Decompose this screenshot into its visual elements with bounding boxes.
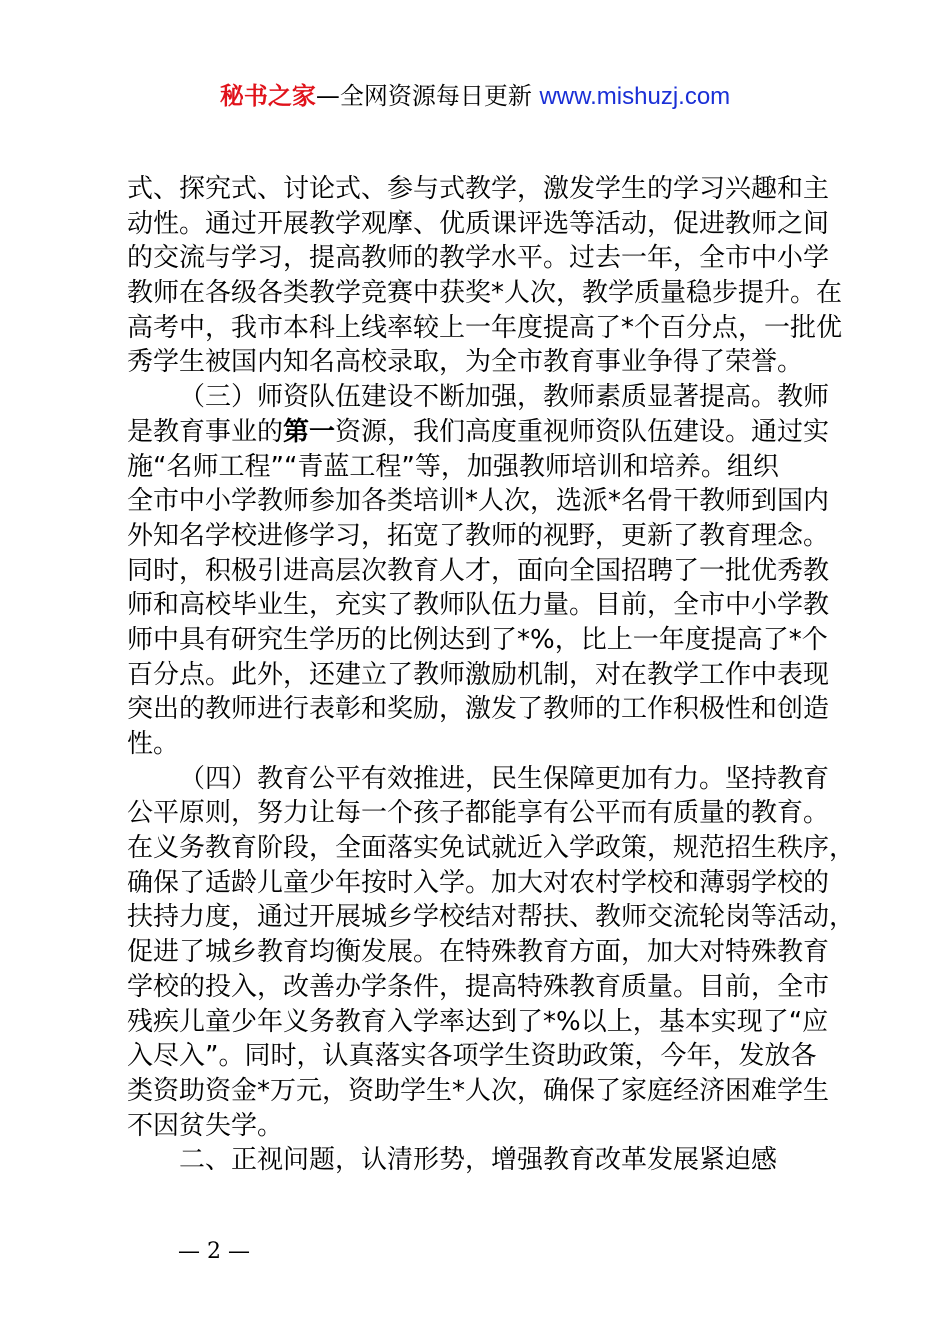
- body-line: 性。: [127, 729, 180, 759]
- body-line: 残疾儿童少年义务教育入学率达到了*%以上，基本实现了“应: [127, 1006, 829, 1037]
- body-line: 外知名学校进修学习，拓宽了教师的视野，更新了教育理念。: [127, 520, 830, 551]
- body-line: 动性。通过开展教学观摩、优质课评选等活动，促进教师之间: [127, 208, 830, 239]
- body-line: 在义务教育阶段，全面落实免试就近入学政策，规范招生秩序，: [127, 833, 856, 864]
- section-heading-3: （三）师资队伍建设不断加强，教师素质显著提高。教师: [179, 382, 830, 413]
- body-line: 类资助资金*万元，资助学生*人次，确保了家庭经济困难学生: [127, 1075, 830, 1106]
- body-line: 百分点。此外，还建立了教师激励机制，对在教学工作中表现: [127, 659, 830, 690]
- body-line: 公平原则，努力让每一个孩子都能享有公平而有质量的教育。: [127, 798, 830, 829]
- brand-name: 秘书之家: [219, 82, 316, 110]
- body-line: 高考中，我市本科上线率较上一年度提高了*个百分点，一批优: [127, 312, 843, 343]
- section-heading-4: （四）教育公平有效推进，民生保障更加有力。坚持教育: [179, 763, 830, 794]
- body-line: 入尽入”。同时，认真落实各项学生资助政策，今年，发放各: [127, 1041, 817, 1072]
- chapter-heading-2: 二、正视问题，认清形势，增强教育改革发展紧迫感: [179, 1145, 778, 1176]
- body-line: 确保了适龄儿童少年按时入学。加大对农村学校和薄弱学校的: [127, 867, 830, 898]
- body-line: 扶持力度，通过开展城乡学校结对帮扶、教师交流轮岗等活动，: [127, 902, 856, 933]
- body-line: 施“名师工程”“青蓝工程”等，加强教师培训和培养。组织: [127, 451, 779, 482]
- document-body: [127, 172, 856, 1178]
- body-line: 学校的投入，改善办学条件，提高特殊教育质量。目前，全市: [127, 971, 830, 1002]
- body-line: 同时，积极引进高层次教育人才，面向全国招聘了一批优秀教: [127, 555, 830, 586]
- body-line: 促进了城乡教育均衡发展。在特殊教育方面，加大对特殊教育: [127, 937, 830, 968]
- body-line: 秀学生被国内知名高校录取，为全市教育事业争得了荣誉。: [127, 347, 804, 378]
- body-line: 不因贫失学。: [127, 1110, 284, 1141]
- body-line-segment: 资源，我们高度重视师资队伍建设。通过实: [335, 416, 830, 447]
- body-line-mixed: [127, 415, 839, 450]
- body-line: 的交流与学习，提高教师的教学水平。过去一年，全市中小学: [127, 243, 830, 274]
- body-line: 全市中小学教师参加各类培训*人次，选派*名骨干教师到国内: [127, 486, 830, 517]
- body-line: 师和高校毕业生，充实了教师队伍力量。目前，全市中小学教: [127, 590, 830, 621]
- bold-emphasis: 第一: [283, 416, 336, 447]
- banner-slogan: —全网资源每日更新: [315, 82, 540, 110]
- body-line: 式、探究式、讨论式、参与式教学，激发学生的学习兴趣和主: [127, 174, 830, 204]
- body-line: 师中具有研究生学历的比例达到了*%，比上一年度提高了*个: [127, 624, 828, 655]
- body-line: 突出的教师进行表彰和奖励，激发了教师的工作积极性和创造: [127, 694, 830, 725]
- body-line: 教师在各级各类教学竞赛中获奖*人次，教学质量稳步提升。在: [127, 278, 843, 309]
- site-url-link[interactable]: www.mishuzj.com: [539, 83, 731, 110]
- site-banner: [0, 80, 950, 113]
- body-line-segment: 是教育事业的: [127, 416, 284, 447]
- page-number: — 2 —: [178, 1239, 250, 1264]
